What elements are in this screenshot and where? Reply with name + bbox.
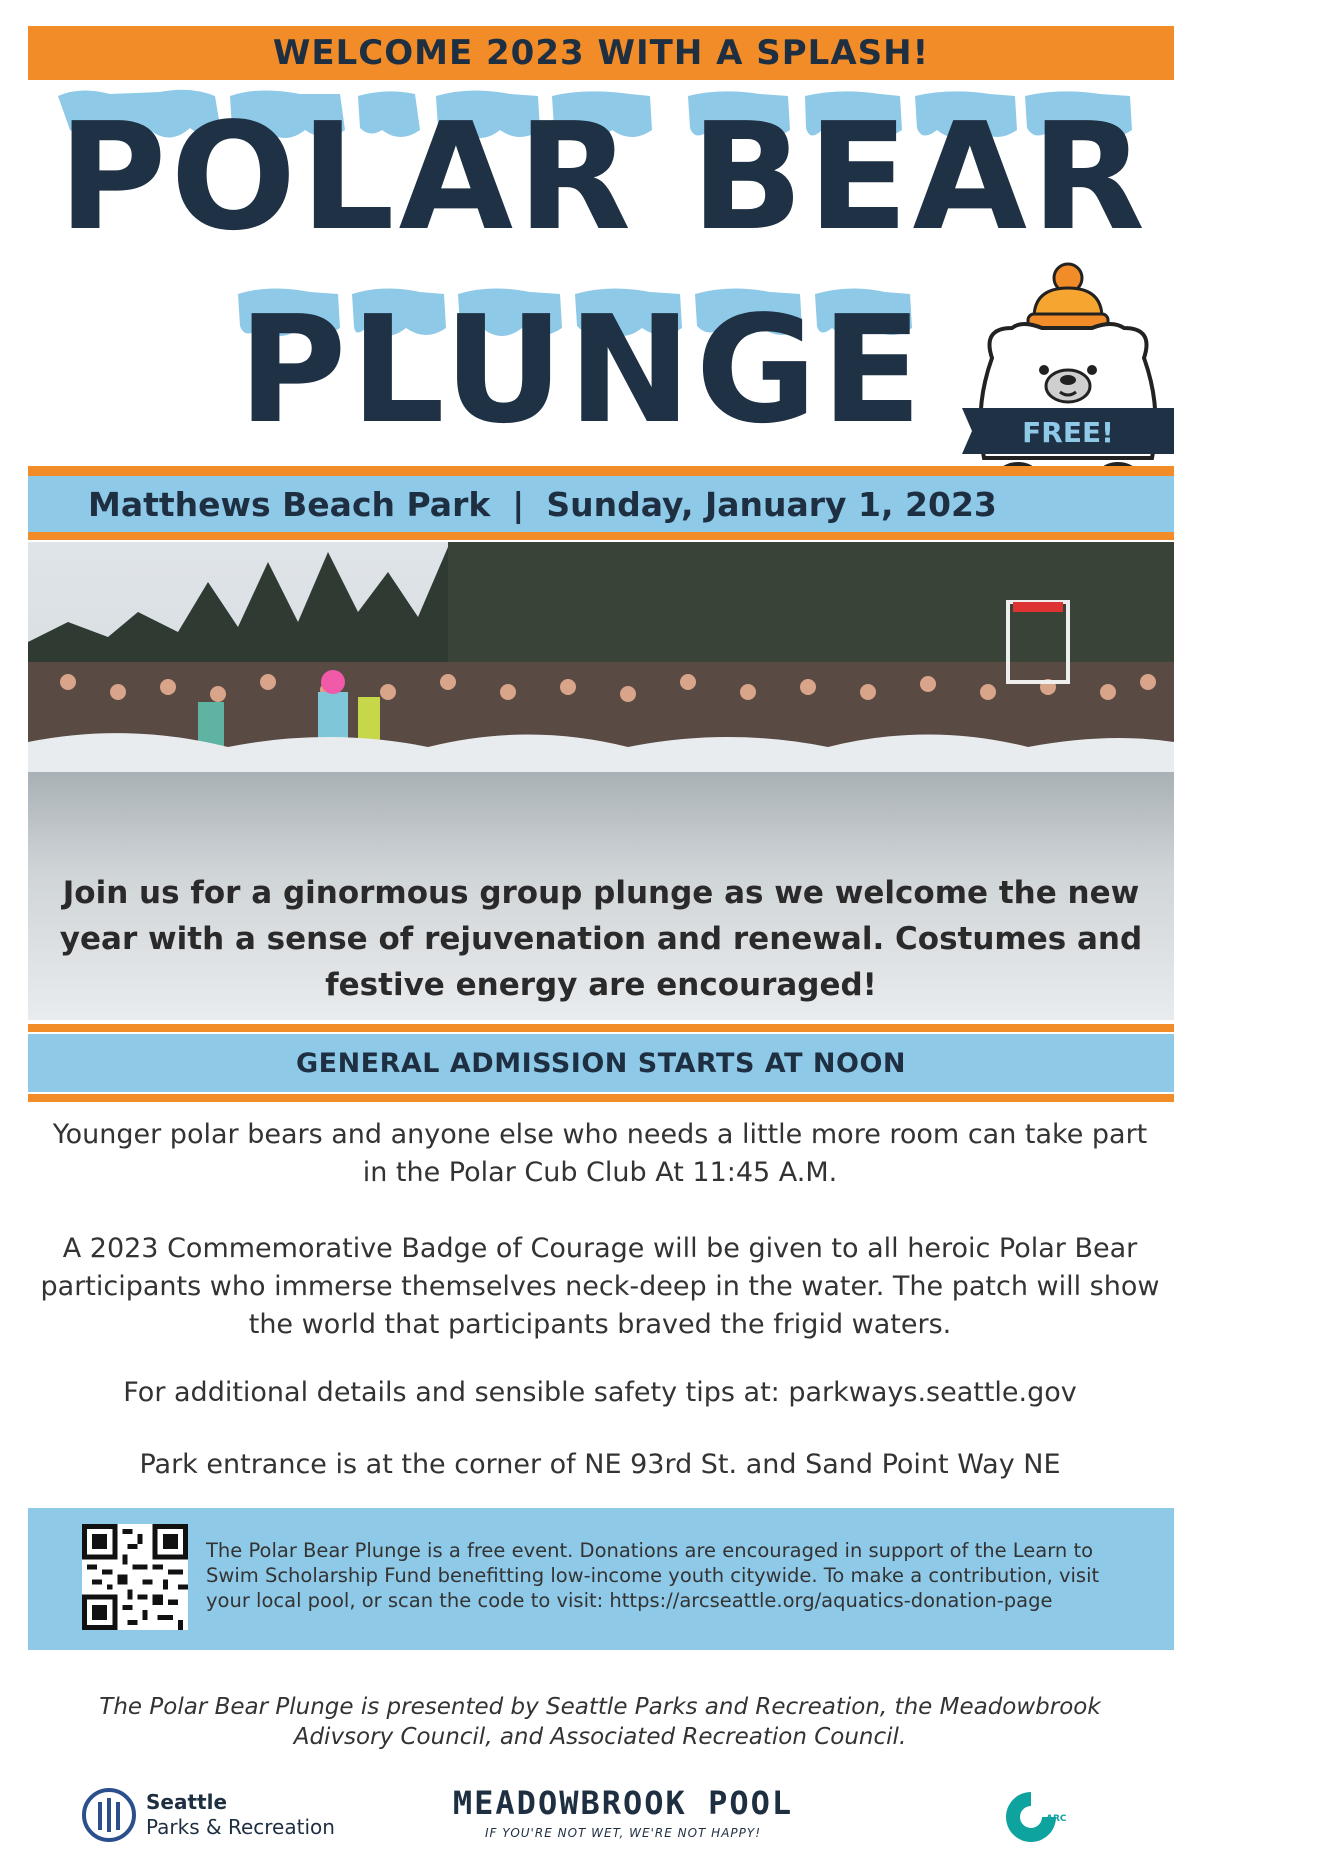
- title-line-2: PLUNGE: [238, 284, 927, 456]
- info-separator: |: [512, 484, 525, 524]
- admission-top-stripe: [28, 1024, 1174, 1032]
- arc-logo-text: ARC: [1046, 1814, 1067, 1824]
- free-badge-text: FREE!: [1022, 416, 1114, 449]
- banner-text: WELCOME 2023 WITH A SPLASH!: [272, 33, 930, 73]
- arc-logo-icon: [1002, 1788, 1067, 1846]
- entrance-paragraph: Park entrance is at the corner of NE 93rd St. and Sand Point Way NE: [139, 1449, 1061, 1480]
- info-band: [28, 476, 1174, 532]
- seattle-logo-icon: [82, 1786, 136, 1844]
- details-paragraph: For additional details and sensible safety tips at: parkways.seattle.gov: [123, 1377, 1077, 1408]
- donation-text: The Polar Bear Plunge is a free event. Donations are encouraged in support of the Learn to Swim Scholarship Fund benefitting low-income youth citywide. To make a contribution, visit your local pool, or scan the code to visit: https://arcseattle.org/aquatics-donation-page: [206, 1539, 1100, 1612]
- top-banner: [28, 26, 1174, 80]
- location-text: Matthews Beach Park: [88, 484, 491, 524]
- admission-bottom-stripe: [28, 1094, 1174, 1102]
- presented-by-text: The Polar Bear Plunge is presented by Seattle Parks and Recreation, the Meadowbrook Adivsory Council, and Associated Recreation Council.: [99, 1694, 1101, 1750]
- info-band-top-stripe: [28, 466, 1174, 476]
- admission-text: GENERAL ADMISSION STARTS AT NOON: [295, 1047, 907, 1079]
- badge-paragraph: A 2023 Commemorative Badge of Courage will be given to all heroic Polar Bear participants who immerse themselves neck-deep in the water. The patch will show the world that participants braved the frigid waters.: [40, 1233, 1160, 1340]
- meadowbrook-logo-tagline: IF YOU'RE NOT WET, WE'RE NOT HAPPY!: [484, 1826, 762, 1840]
- spr-logo-line-1: Seattle: [146, 1790, 228, 1814]
- title-line-1: POLAR BEAR: [58, 91, 1150, 263]
- date-text: Sunday, January 1, 2023: [546, 484, 997, 524]
- photo-caption: Join us for a ginormous group plunge as we welcome the new year with a sense of rejuvenation and renewal. Costumes and festive energy are encouraged!: [59, 875, 1143, 1003]
- meadowbrook-logo-title: MEADOWBROOK POOL: [452, 1784, 794, 1822]
- spr-logo-line-2: Parks & Recreation: [146, 1815, 335, 1839]
- polar-cub-paragraph: Younger polar bears and anyone else who needs a little more room can take part in the Polar Cub Club At 11:45 A.M.: [52, 1119, 1148, 1188]
- admission-band: [28, 1034, 1174, 1092]
- info-band-bottom-stripe: [28, 532, 1174, 540]
- qr-code-icon[interactable]: [82, 1524, 188, 1630]
